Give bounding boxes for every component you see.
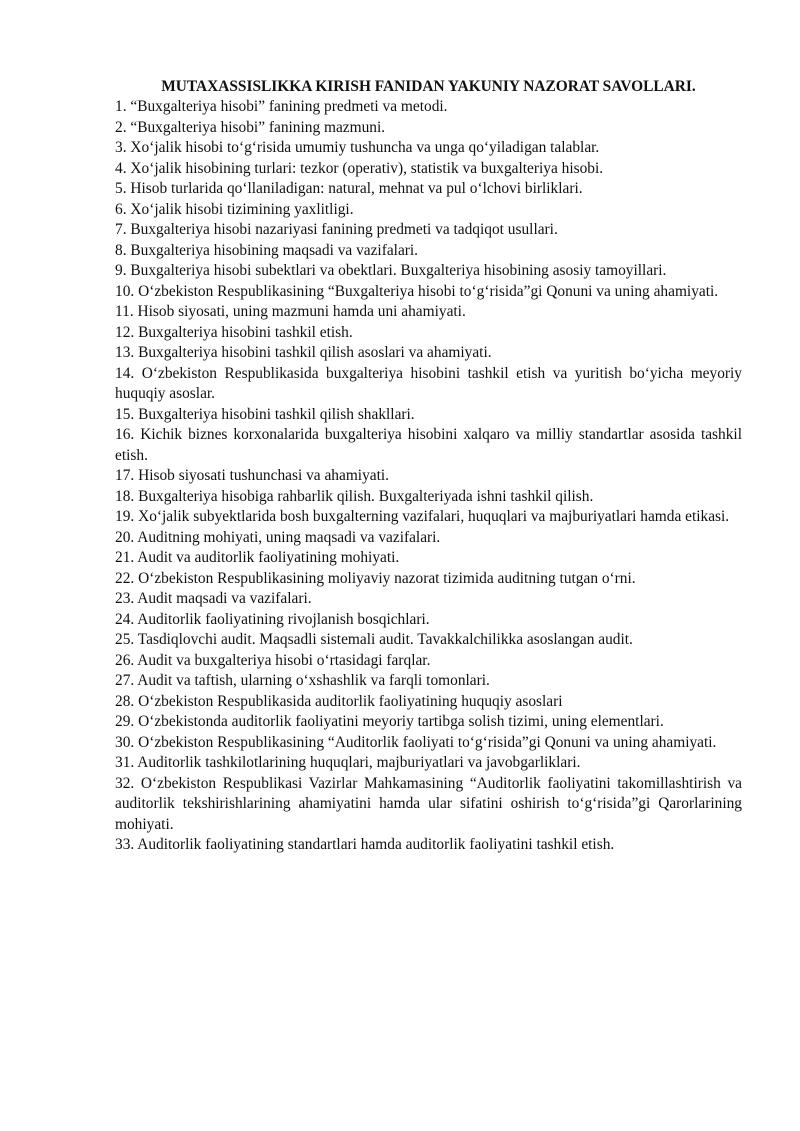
question-item: 16. Kichik biznes korxonalarida buxgalteriya hisobini xalqaro va milliy standartlar asosida tashkil etish. bbox=[115, 426, 742, 464]
question-item: 26. Audit va buxgalteriya hisobi o‘rtasidagi farqlar. bbox=[115, 651, 431, 669]
question-item: 13. Buxgalteriya hisobini tashkil qilish asoslari va ahamiyati. bbox=[115, 344, 492, 361]
question-item: 14. O‘zbekiston Respublikasida buxgalteriya hisobini tashkil etish va yuritish bo‘yicha meyoriy huquqiy asoslar. bbox=[115, 364, 742, 402]
question-item: 5. Hisob turlarida qo‘llaniladigan: natural, mehnat va pul o‘lchovi birliklari. bbox=[115, 180, 583, 197]
question-item: 32. O‘zbekiston Respublikasi Vazirlar Mahkamasining “Auditorlik faoliyatini takomillashtirish va auditorlik tekshirishlarining ahamiyatini hamda ular sifatini oshirish to‘g‘risida”gi Qarorlarining mohiyati. bbox=[115, 774, 742, 833]
question-item: 8. Buxgalteriya hisobining maqsadi va vazifalari. bbox=[115, 241, 419, 259]
question-item: 19. Xo‘jalik subyektlarida bosh buxgalterning vazifalari, huquqlari va majburiyatlari hamda etikasi. bbox=[115, 508, 730, 525]
question-list bbox=[115, 97, 742, 856]
question-item: 4. Xo‘jalik hisobining turlari: tezkor (operativ), statistik va buxgalteriya hisobi. bbox=[115, 159, 604, 177]
document-body bbox=[115, 76, 742, 856]
question-item: 21. Audit va auditorlik faoliyatining mohiyati. bbox=[115, 549, 400, 566]
question-item: 33. Auditorlik faoliyatining standartlari hamda auditorlik faoliyatini tashkil etish. bbox=[115, 836, 615, 853]
question-item: 30. O‘zbekiston Respublikasining “Auditorlik faoliyati to‘g‘risida”gi Qonuni va uning ahamiyati. bbox=[115, 733, 717, 751]
question-item: 10. O‘zbekiston Respublikasining “Buxgalteriya hisobi to‘g‘risida”gi Qonuni va uning ahamiyati. bbox=[115, 282, 719, 300]
question-item: 3. Xo‘jalik hisobi to‘g‘risida umumiy tushuncha va unga qo‘yiladigan talablar. bbox=[115, 139, 600, 156]
question-item: 6. Xo‘jalik hisobi tizimining yaxlitligi. bbox=[115, 200, 354, 218]
question-item: 11. Hisob siyosati, uning mazmuni hamda uni ahamiyati. bbox=[115, 303, 466, 320]
question-item: 1. “Buxgalteriya hisobi” fanining predmeti va metodi. bbox=[115, 98, 448, 115]
question-item: 20. Auditning mohiyati, uning maqsadi va vazifalari. bbox=[115, 528, 441, 546]
question-item: 18. Buxgalteriya hisobiga rahbarlik qilish. Buxgalteriyada ishni tashkil qilish. bbox=[115, 487, 594, 505]
question-item: 22. O‘zbekiston Respublikasining moliyaviy nazorat tizimida auditning tutgan o‘rni. bbox=[115, 569, 636, 587]
question-item: 24. Auditorlik faoliyatining rivojlanish bosqichlari. bbox=[115, 610, 430, 628]
document-title: MUTAXASSISLIKKA KIRISH FANIDAN YAKUNIY NAZORAT SAVOLLARI. bbox=[161, 78, 696, 95]
question-item: 25. Tasdiqlovchi audit. Maqsadli sistemali audit. Tavakkalchilikka asoslangan audit. bbox=[115, 631, 633, 648]
question-item: 27. Audit va taftish, ularning o‘xshashlik va farqli tomonlari. bbox=[115, 672, 490, 689]
question-item: 7. Buxgalteriya hisobi nazariyasi fanining predmeti va tadqiqot usullari. bbox=[115, 221, 558, 238]
question-item: 28. O‘zbekiston Respublikasida auditorlik faoliyatining huquqiy asoslari bbox=[115, 692, 563, 710]
question-item: 31. Auditorlik tashkilotlarining huquqlari, majburiyatlari va javobgarliklari. bbox=[115, 754, 581, 771]
question-item: 29. O‘zbekistonda auditorlik faoliyatini meyoriy tartibga solish tizimi, uning elementlari. bbox=[115, 713, 664, 730]
question-item: 12. Buxgalteriya hisobini tashkil etish. bbox=[115, 323, 353, 341]
question-item: 15. Buxgalteriya hisobini tashkil qilish shakllari. bbox=[115, 405, 415, 423]
question-item: 17. Hisob siyosati tushunchasi va ahamiyati. bbox=[115, 467, 390, 484]
question-item: 9. Buxgalteriya hisobi subektlari va obektlari. Buxgalteriya hisobining asosiy tamoyillari. bbox=[115, 262, 667, 279]
question-item: 2. “Buxgalteriya hisobi” fanining mazmuni. bbox=[115, 118, 386, 136]
question-item: 23. Audit maqsadi va vazifalari. bbox=[115, 590, 312, 607]
